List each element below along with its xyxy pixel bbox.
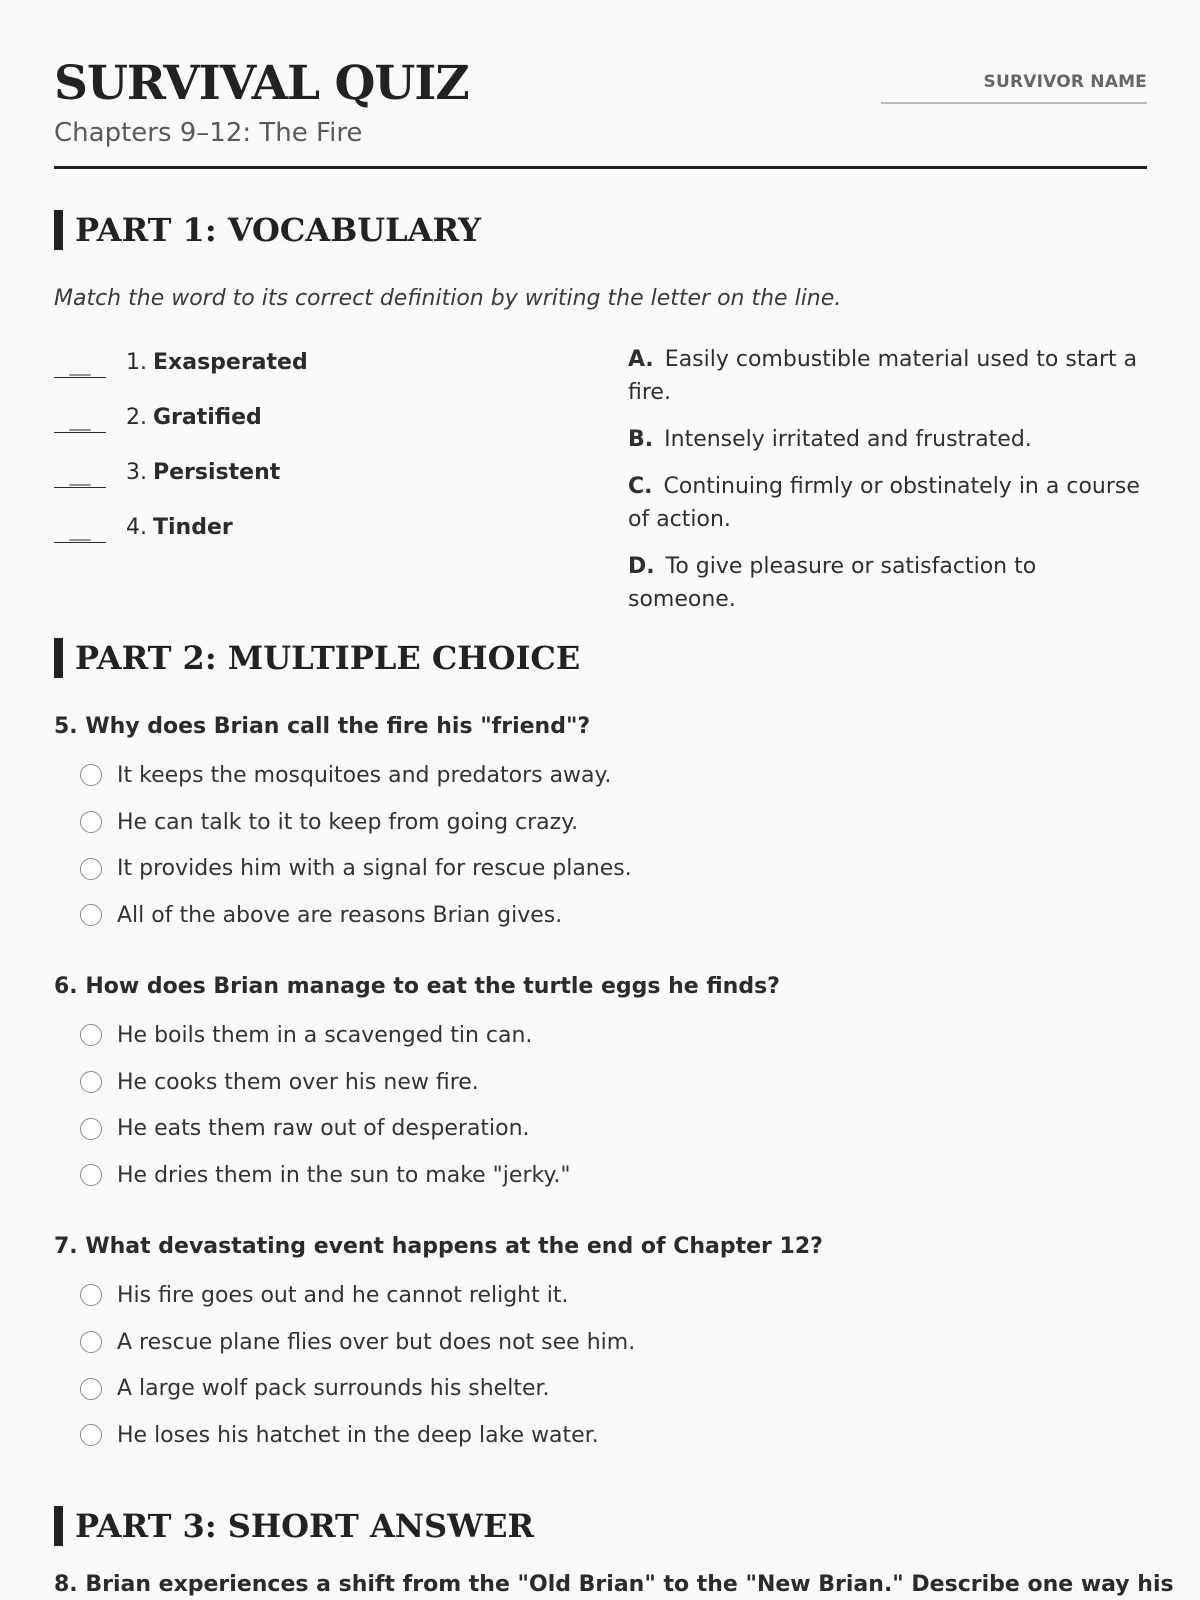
- option-text: He cooks them over his new fire.: [117, 1069, 479, 1095]
- answer-option[interactable]: [80, 1152, 1147, 1199]
- definition-item: [628, 470, 1148, 536]
- option-text: It provides him with a signal for rescue planes.: [117, 856, 632, 882]
- radio-button[interactable]: [80, 1164, 102, 1186]
- definition-text: Intensely irritated and frustrated.: [664, 427, 1032, 452]
- option-text: He eats them raw out of desperation.: [117, 1116, 530, 1142]
- vocab-number: 1.: [126, 349, 147, 375]
- definition-letter: D.: [628, 554, 655, 579]
- definition-text: Easily combustible material used to start a fire.: [628, 347, 1138, 405]
- question-text: 5. Why does Brian call the fire his "friend"?: [54, 714, 591, 739]
- answer-option[interactable]: [80, 1319, 1147, 1366]
- vocab-number: 3.: [126, 459, 147, 485]
- radio-button[interactable]: [80, 811, 102, 833]
- option-text: He can talk to it to keep from going crazy.: [117, 809, 579, 835]
- definition-item: [628, 423, 1148, 456]
- vocab-word: Exasperated: [153, 349, 308, 375]
- option-text: It keeps the mosquitoes and predators away.: [117, 762, 612, 788]
- definition-text: Continuing firmly or obstinately in a course of action.: [628, 474, 1140, 532]
- vocab-item: [54, 400, 262, 434]
- radio-button[interactable]: [80, 1378, 102, 1400]
- option-list: [54, 1272, 1147, 1459]
- option-text: He loses his hatchet in the deep lake water.: [117, 1422, 599, 1448]
- radio-button[interactable]: [80, 904, 102, 926]
- vocab-number: 2.: [126, 404, 147, 430]
- radio-button[interactable]: [80, 858, 102, 880]
- radio-button[interactable]: [80, 764, 102, 786]
- question-7: [54, 1232, 1147, 1459]
- definition-letter: A.: [628, 347, 654, 372]
- survivor-name-label: SURVIVOR NAME: [983, 72, 1147, 92]
- definition-item: [628, 343, 1148, 409]
- radio-button[interactable]: [80, 1424, 102, 1446]
- answer-option[interactable]: [80, 1105, 1147, 1152]
- question-text: 7. What devastating event happens at the end of Chapter 12?: [54, 1234, 823, 1259]
- option-text: A rescue plane flies over but does not see him.: [117, 1329, 636, 1355]
- section-title-vocabulary: PART 1: VOCABULARY: [54, 210, 481, 250]
- radio-button[interactable]: [80, 1331, 102, 1353]
- page-subtitle: Chapters 9–12: The Fire: [54, 118, 363, 148]
- answer-option[interactable]: [80, 1059, 1147, 1106]
- answer-option[interactable]: [80, 1412, 1147, 1459]
- answer-option[interactable]: [80, 1272, 1147, 1319]
- answer-option[interactable]: [80, 1365, 1147, 1412]
- section-title-short-answer: PART 3: SHORT ANSWER: [54, 1506, 534, 1546]
- option-list: [54, 752, 1147, 939]
- answer-option[interactable]: [80, 752, 1147, 799]
- vocab-word: Persistent: [153, 459, 281, 485]
- answer-blank[interactable]: ___: [54, 359, 106, 378]
- option-text: He boils them in a scavenged tin can.: [117, 1022, 533, 1048]
- answer-blank[interactable]: ___: [54, 524, 106, 543]
- vocab-item: [54, 510, 233, 544]
- question-text: 6. How does Brian manage to eat the turtle eggs he finds?: [54, 974, 780, 999]
- vocab-word: Gratified: [153, 404, 262, 430]
- short-answer-question: 8. Brian experiences a shift from the "Old Brian" to the "New Brian." Describe one way his: [54, 1572, 1174, 1597]
- radio-button[interactable]: [80, 1024, 102, 1046]
- option-text: He dries them in the sun to make "jerky.": [117, 1162, 571, 1188]
- page-title: SURVIVAL QUIZ: [54, 56, 469, 111]
- definition-list: [628, 343, 1148, 630]
- answer-option[interactable]: [80, 892, 1147, 939]
- vocabulary-instructions: Match the word to its correct definition by writing the letter on the line.: [54, 286, 842, 311]
- header-divider: [54, 166, 1147, 169]
- question-6: [54, 972, 1147, 1199]
- answer-blank[interactable]: ___: [54, 469, 106, 488]
- option-text: A large wolf pack surrounds his shelter.: [117, 1376, 550, 1402]
- definition-item: [628, 550, 1148, 616]
- definition-letter: B.: [628, 427, 654, 452]
- vocab-word: Tinder: [153, 514, 233, 540]
- radio-button[interactable]: [80, 1071, 102, 1093]
- vocab-number: 4.: [126, 514, 147, 540]
- answer-option[interactable]: [80, 845, 1147, 892]
- vocab-item: [54, 455, 280, 489]
- answer-option[interactable]: [80, 1012, 1147, 1059]
- radio-button[interactable]: [80, 1284, 102, 1306]
- definition-text: To give pleasure or satisfaction to someone.: [628, 554, 1037, 612]
- answer-blank[interactable]: ___: [54, 414, 106, 433]
- option-text: All of the above are reasons Brian gives.: [117, 902, 563, 928]
- question-5: [54, 712, 1147, 939]
- answer-option[interactable]: [80, 799, 1147, 846]
- option-text: His fire goes out and he cannot relight it.: [117, 1282, 569, 1308]
- survivor-name-field[interactable]: [881, 72, 1147, 104]
- vocab-item: [54, 345, 308, 379]
- radio-button[interactable]: [80, 1118, 102, 1140]
- section-title-multiple-choice: PART 2: MULTIPLE CHOICE: [54, 638, 580, 678]
- definition-letter: C.: [628, 474, 653, 499]
- option-list: [54, 1012, 1147, 1199]
